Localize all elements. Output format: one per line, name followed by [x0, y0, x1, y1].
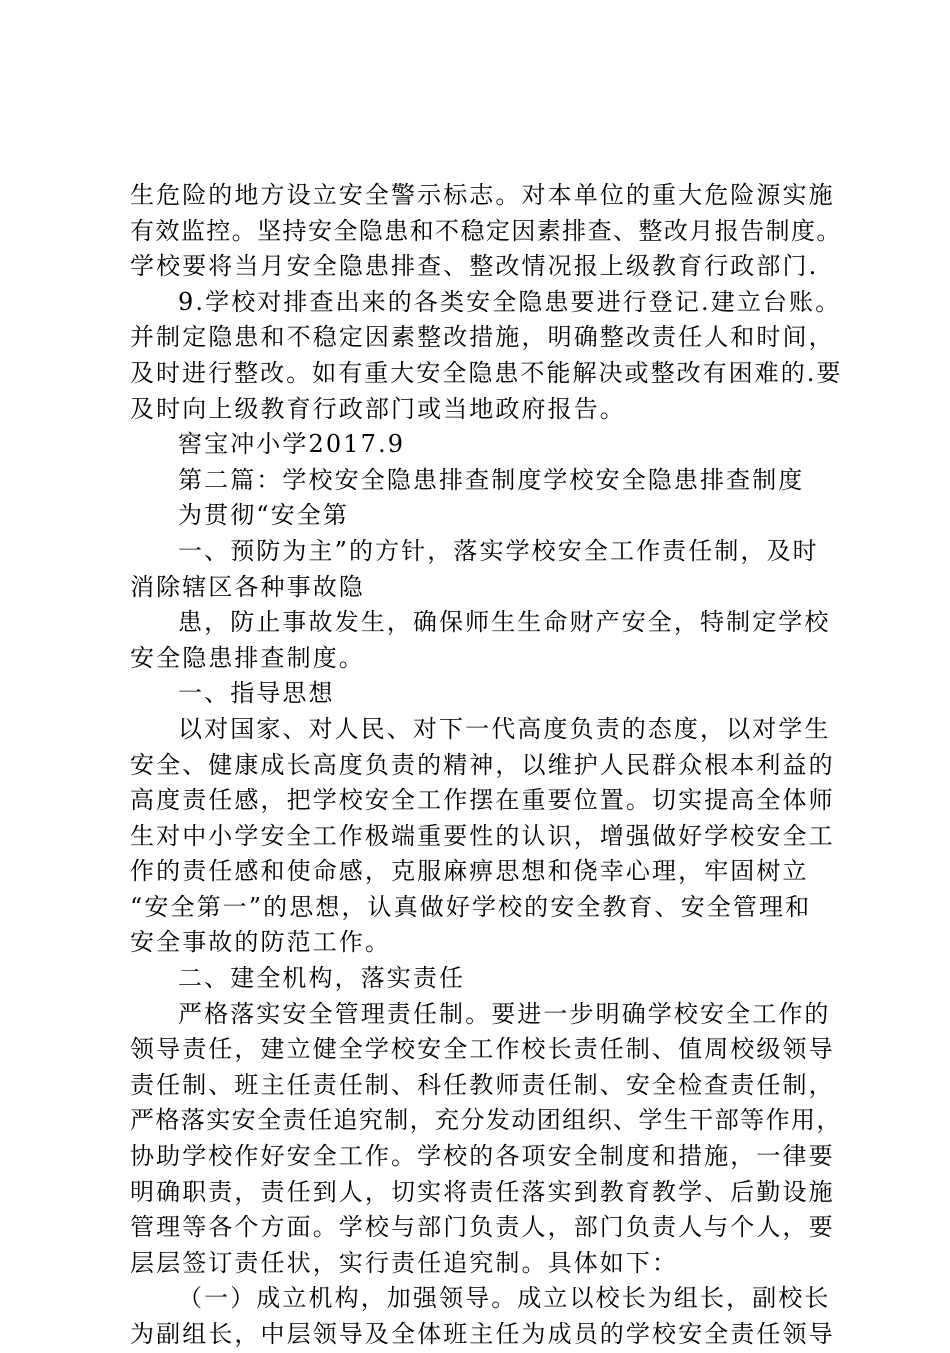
text-line: （一）成立机构，加强领导。成立以校长为组长，副校长 — [178, 1284, 831, 1313]
text-line: 安全隐患排查制度。 — [130, 643, 365, 672]
text-line: 领导责任，建立健全学校安全工作校长责任制、值周校级领导 — [130, 1035, 835, 1064]
text-line: 协助学校作好安全工作。学校的各项安全制度和措施，一律要 — [130, 1142, 835, 1171]
text-line: 严格落实安全责任追究制，充分发动团组织、学生干部等作用， — [130, 1106, 842, 1135]
text-line: 患，防止事故发生，确保师生生命财产安全，特制定学校 — [178, 608, 831, 637]
text-line: 一、指导思想 — [178, 679, 335, 708]
text-line: 学校要将当月安全隐患排查、整改情况报上级教育行政部门. — [130, 252, 819, 281]
text-line: 二、建全机构，落实责任 — [178, 964, 466, 993]
text-line: 作的责任感和使命感，克服麻痹思想和侥幸心理，牢固树立 — [130, 857, 809, 886]
text-line: 为副组长，中层领导及全体班主任为成员的学校安全责任领导 — [130, 1320, 835, 1348]
text-line: 管理等各个方面。学校与部门负责人，部门负责人与个人，要 — [130, 1213, 835, 1242]
text-line: 层层签订责任状，实行责任追究制。具体如下： — [130, 1248, 679, 1277]
text-line: 高度责任感，把学校安全工作摆在重要位置。切实提高全体师 — [130, 786, 835, 815]
text-line: 安全、健康成长高度负责的精神，以维护人民群众根本利益的 — [130, 750, 835, 779]
text-line: “安全第一”的思想，认真做好学校的安全教育、安全管理和 — [130, 892, 812, 921]
text-line: 一、预防为主”的方针，落实学校安全工作责任制，及时 — [178, 536, 819, 565]
text-line: 及时向上级教育行政部门或当地政府报告。 — [130, 394, 626, 423]
text-line: 生危险的地方设立安全警示标志。对本单位的重大危险源实施 — [130, 181, 835, 209]
text-line: 严格落实安全管理责任制。要进一步明确学校安全工作的 — [178, 999, 831, 1028]
document-body — [130, 178, 843, 1353]
text-line: 责任制、班主任责任制、科任教师责任制、安全检查责任制， — [130, 1070, 835, 1099]
text-line: 以对国家、对人民、对下一代高度负责的态度，以对学生 — [178, 714, 831, 743]
text-line: 第二篇：学校安全隐患排查制度学校安全隐患排查制度 — [178, 465, 805, 494]
text-line: 9.学校对排查出来的各类安全隐患要进行登记.建立台账。 — [178, 287, 842, 316]
text-line: 生对中小学安全工作极端重要性的认识，增强做好学校安全工 — [130, 821, 835, 850]
text-line: 消除辖区各种事故隐 — [130, 572, 365, 601]
text-line: 安全事故的防范工作。 — [130, 928, 391, 957]
text-line: 及时进行整改。如有重大安全隐患不能解决或整改有困难的.要 — [130, 358, 843, 387]
text-line: 并制定隐患和不稳定因素整改措施，明确整改责任人和时间， — [130, 323, 835, 352]
text-line: 明确职责，责任到人，切实将责任落实到教育教学、后勤设施 — [130, 1177, 835, 1206]
text-line: 为贯彻“安全第 — [178, 501, 349, 530]
text-line: 窖宝冲小学2017.9 — [178, 430, 406, 459]
text-line: 有效监控。坚持安全隐患和不稳定因素排查、整改月报告制度。 — [130, 216, 842, 245]
